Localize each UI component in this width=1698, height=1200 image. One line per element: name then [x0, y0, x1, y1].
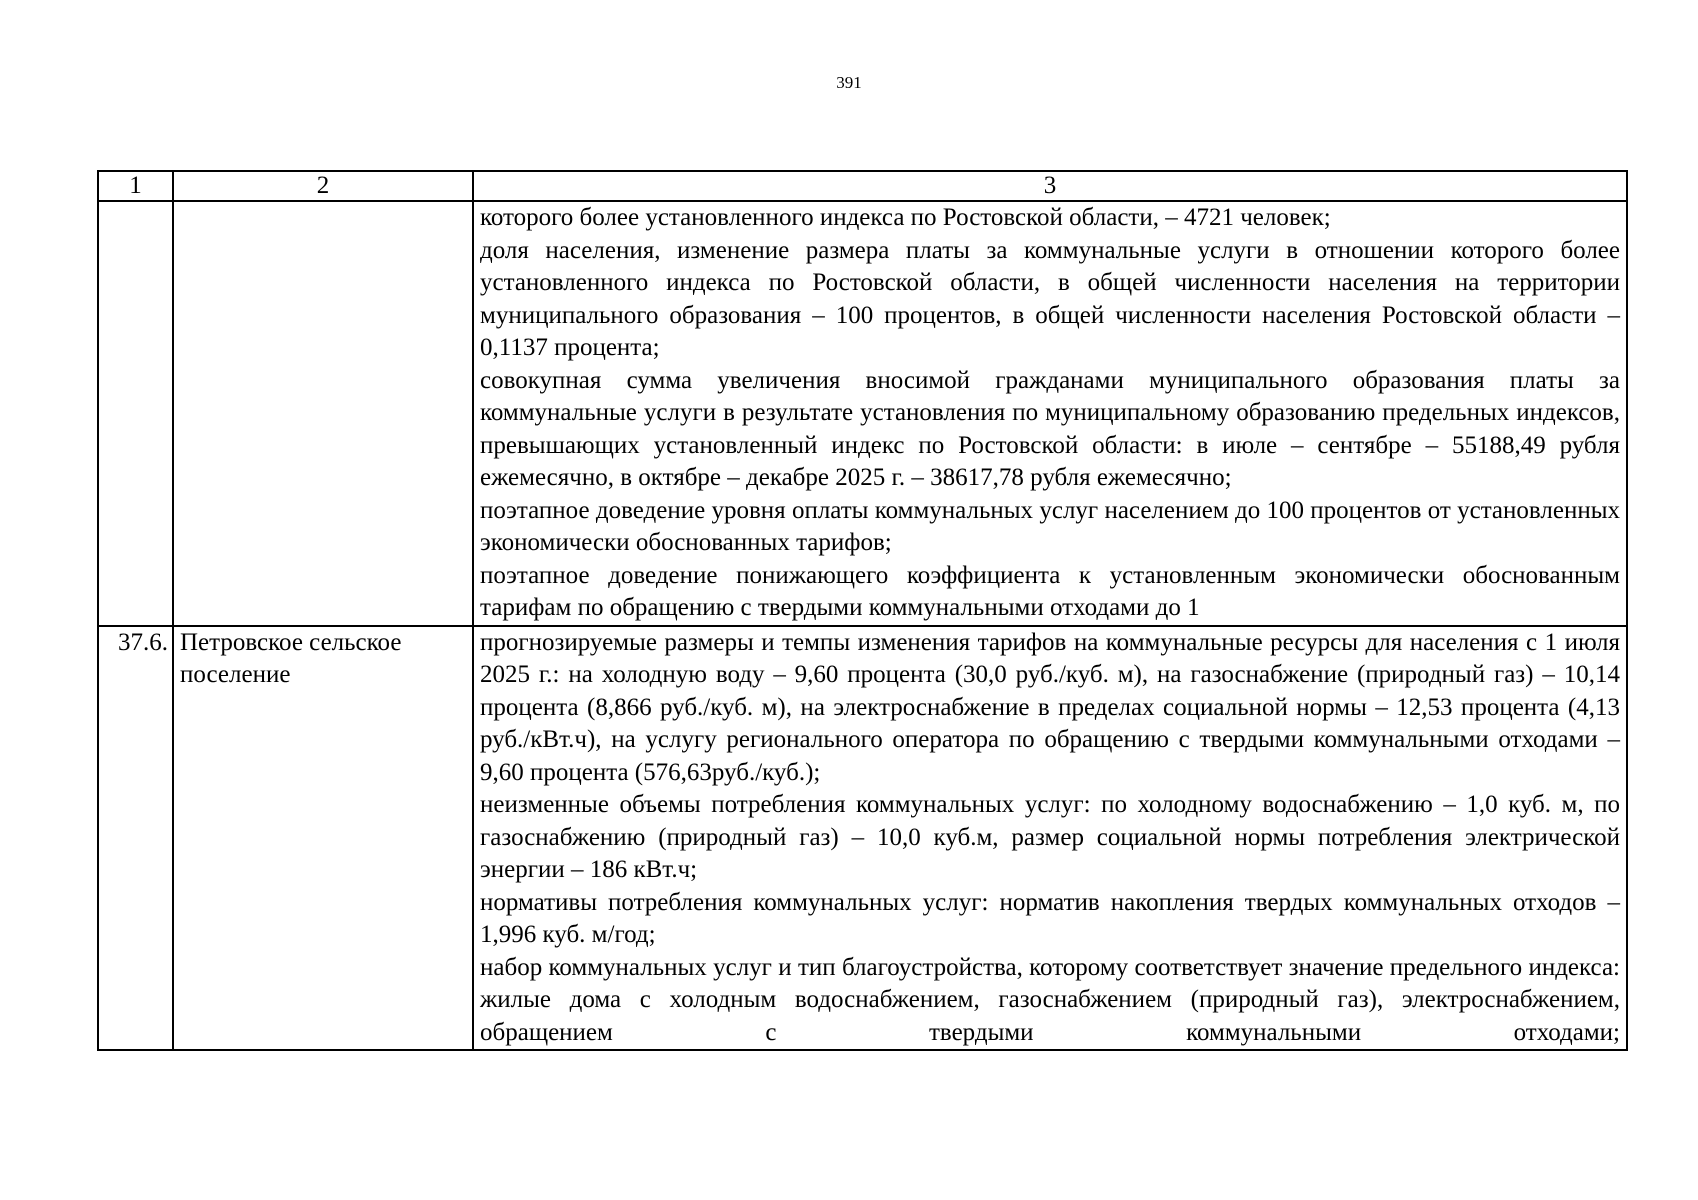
paragraph: неизменные объемы потребления коммунальных услуг: по холодному водоснабжению – 1,0 куб. м, по газоснабжению (природный газ) – 10,0 куб.м, размер социальной нормы потребления электрической энергии – 186 кВт.ч; [480, 791, 1620, 883]
municipality-name-cell: Петровское сельское поселение [173, 626, 473, 1051]
paragraph: которого более установленного индекса по Ростовской области, – 4721 человек; [480, 204, 1331, 231]
column-header-1: 1 [98, 171, 173, 201]
paragraph: поэтапное доведение уровня оплаты коммунальных услуг населением до 100 процентов от установленных экономически обоснованных тарифов; [480, 496, 1620, 556]
row-number-cell [98, 201, 173, 626]
description-cell [473, 201, 1627, 626]
description-cell [473, 626, 1627, 1051]
tariff-table [97, 170, 1628, 1051]
paragraph: нормативы потребления коммунальных услуг: норматив накопления твердых коммунальных отходов – 1,996 куб. м/год; [480, 888, 1620, 948]
municipality-name-cell [173, 201, 473, 626]
paragraph: поэтапное доведение понижающего коэффициента к установленным экономически обоснованным тарифам по обращению с твердыми коммунальными отходами до 1 [480, 561, 1620, 621]
table-header-row [98, 171, 1627, 201]
table-row [98, 626, 1627, 1051]
row-number-cell: 37.6. [98, 626, 173, 1051]
paragraph: набор коммунальных услуг и тип благоустройства, которому соответствует значение предельного индекса: жилые дома с холодным водоснабжением, газоснабжением (природный газ), электроснабжением, обращением с твердыми коммунальными отходами; [480, 953, 1620, 1046]
paragraph: доля населения, изменение размера платы за коммунальные услуги в отношении которого более установленного индекса по Ростовской области, в общей численности населения на территории муниципального образования – 100 процентов, в общей численности населения Ростовской области – 0,1137 процента; [480, 236, 1620, 361]
column-header-3: 3 [473, 171, 1627, 201]
paragraph: совокупная сумма увеличения вносимой гражданами муниципального образования платы за коммунальные услуги в результате установления по муниципальному образованию предельных индексов, превышающих установленный индекс по Ростовской области: в июле – сентябре – 55188,49 рубля ежемесячно, в октябре – декабре 2025 г. – 38617,78 рубля ежемесячно; [480, 366, 1620, 491]
paragraph: прогнозируемые размеры и темпы изменения тарифов на коммунальные ресурсы для населения с 1 июля 2025 г.: на холодную воду – 9,60 процента (30,0 руб./куб. м), на газоснабжение (природный газ) – 10,14 процента (8,866 руб./куб. м), на электроснабжение в пределах социальной нормы – 12,53 процента (4,13 руб./кВт.ч), на услугу регионального оператора по обращению с твердыми коммунальными отходами – 9,60 процента (576,63руб./куб.); [480, 628, 1620, 786]
page-number: 391 [836, 73, 862, 92]
column-header-2: 2 [173, 171, 473, 201]
table-row [98, 201, 1627, 626]
